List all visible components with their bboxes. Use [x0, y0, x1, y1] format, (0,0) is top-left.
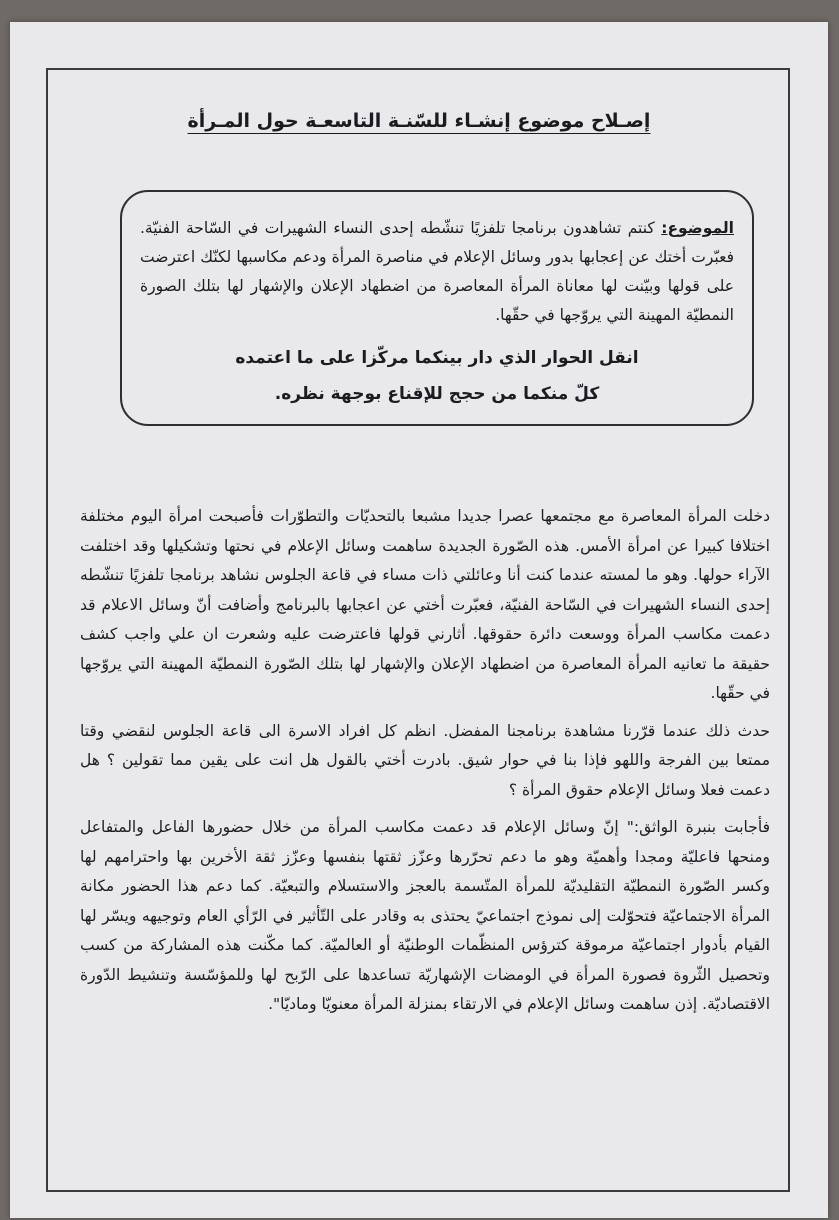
essay-paragraph-3: فأجابت بنبرة الواثق:" إنّ وسائل الإعلام قد دعمت مكاسب المرأة من خلال حضورها الفاعل والمتفاعل ومنحها فاعليّة ومجدا وأهميّة وهو ما دعم تحرّرها وعزّز ثقتها بنفسها وعزّز ثقة الأخرين بها واحترامهم لها وكسر الصّورة النمطيّة التقليديّة للمرأة المتّسمة بالعجز والاستسلام والتبعيّة. كما دعم هذا الحضور مكانة المرأة الاجتماعيّة فتحوّلت إلى نموذج اجتماعيّ يحتذى به وقادر على التّأثير في الرّأي العام وتوجيهه ويسّر لها القيام بأدوار اجتماعيّة مرموقة كترؤس المنظّمات الوطنيّة أو العالميّة. كما مكّنت هذه المشاركة من كسب وتحصيل الثّروة فصورة المرأة في الومضات الإشهاريّة تساعدها على الرّبح لها وللمؤسّسة وتنشيط الدّورة الاقتصاديّة. إذن ساهمت وسائل الإعلام في الارتقاء بمنزلة المرأة معنويّا وماديّا".	[80, 818, 770, 1013]
topic-paragraph	[140, 214, 734, 330]
essay-body	[80, 502, 770, 1028]
paper-sheet	[10, 22, 828, 1218]
topic-label: الموضوع:	[661, 219, 734, 237]
instruction	[140, 340, 734, 412]
instruction-line-1: انقل الحوار الذي دار بينكما مركّزا على ما اعتمده	[235, 348, 639, 368]
topic-box	[120, 190, 754, 426]
document-title: إصـلاح موضوع إنشـاء للسّنـة التاسعـة حول المـرأة	[187, 110, 651, 132]
essay-paragraph-1: دخلت المرأة المعاصرة مع مجتمعها عصرا جديدا مشبعا بالتحديّات والتطوّرات فأصبحت امرأة اليوم مختلفة اختلافا كبيرا عن امرأة الأمس. هذه الصّورة الجديدة ساهمت وسائل الإعلام في نحتها وتشكيلها وقد اختلفت الآراء حولها. وهو ما لمسته عندما كنت أنا وعائلتي ذات مساء في قاعة الجلوس نشاهد برنامجا تلفزيًا تنشّطه إحدى النساء الشهيرات في السّاحة الفنيّة، فعبّرت أختي عن اعجابها بالبرنامج وأضافت أنّ وسائل الاعلام قد دعمت مكاسب المرأة ووسعت دائرة حقوقها. أثارني قولها فاعترضت عليه وشعرت ان علي واجب كشف حقيقة ما تعانيه المرأة المعاصرة من اضطهاد الإعلان والإشهار لها بتلك الصّورة النمطيّة المهينة التي يروّجها في حقّها.	[80, 507, 770, 702]
essay-paragraph-2: حدث ذلك عندما قرّرنا مشاهدة برنامجنا المفضل. انظم كل افراد الاسرة الى قاعة الجلوس لنقضي وقتا ممتعا بين الفرجة واللهو فإذا بنا في حوار شيق. بادرت أختي بالقول هل انت على يقين مما تقولين ؟ هل دعمت فعلا وسائل الإعلام حقوق المرأة ؟	[80, 721, 770, 799]
instruction-line-2: كلّ منكما من حجج للإقناع بوجهة نظره.	[274, 384, 600, 404]
topic-text: كنتم تشاهدون برنامجا تلفزيًا تنشّطه إحدى النساء الشهيرات في السّاحة الفنيّة. فعبّرت أختك عن إعجابها بدور وسائل الإعلام في مناصرة المرأة ودعم مكاسبها لكنّك اعترضت على قولها وبيّنت لها معاناة المرأة المعاصرة من اضطهاد الإعلان والإشهار لها بتلك الصورة النمطيّة المهينة التي يروّجها في حقّها.	[140, 219, 734, 324]
